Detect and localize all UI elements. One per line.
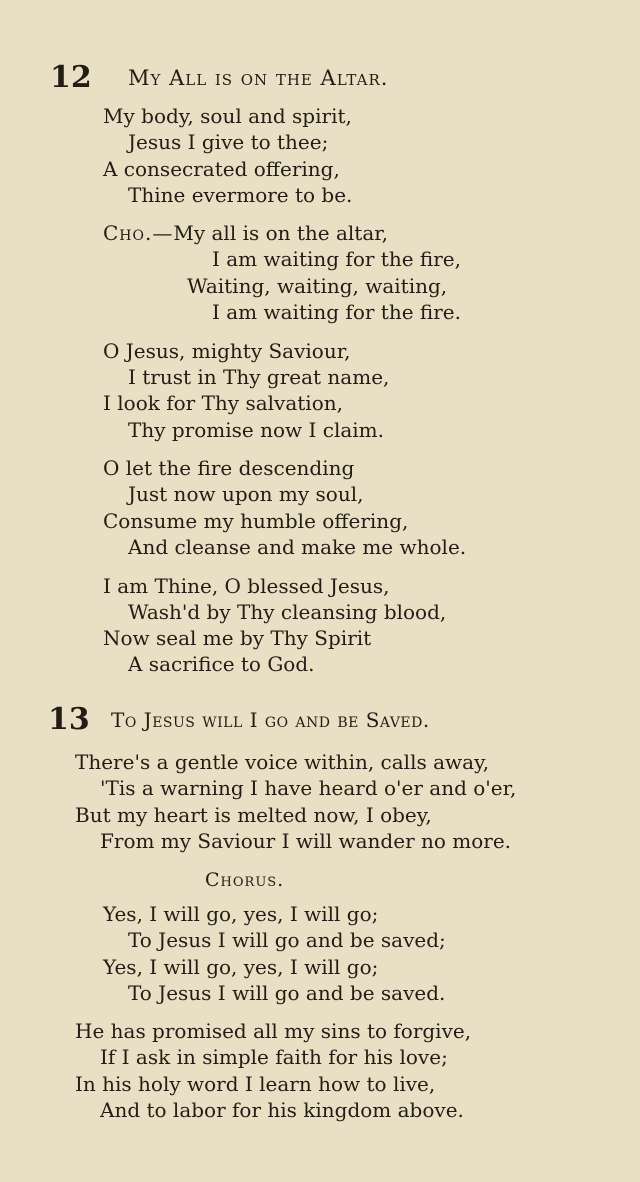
chorus-label: Cho.—: [103, 221, 174, 245]
verse-line: Now seal me by Thy Spirit: [103, 626, 372, 650]
chorus-line: Yes, I will go, yes, I will go;: [103, 902, 379, 926]
chorus-line: To Jesus I will go and be saved.: [128, 981, 446, 1005]
verse-line: A consecrated offering,: [103, 157, 340, 181]
verse-line: I am Thine, O blessed Jesus,: [103, 574, 390, 598]
verse-line: Wash'd by Thy cleansing blood,: [128, 600, 447, 624]
verse-line: If I ask in simple faith for his love;: [100, 1045, 448, 1069]
verse-line: My body, soul and spirit,: [103, 104, 352, 128]
chorus-line: I am waiting for the fire,: [212, 247, 461, 271]
hymn-number: 13: [48, 702, 90, 737]
verse-line: But my heart is melted now, I obey,: [75, 803, 432, 827]
verse-line: From my Saviour I will wander no more.: [100, 829, 512, 853]
chorus-line: To Jesus I will go and be saved;: [128, 928, 446, 952]
verse-line: Jesus I give to thee;: [128, 130, 329, 154]
verse-line: He has promised all my sins to forgive,: [75, 1019, 472, 1043]
verse-line: O Jesus, mighty Saviour,: [103, 339, 351, 363]
verse-line: I trust in Thy great name,: [128, 365, 390, 389]
verse-line: 'Tis a warning I have heard o'er and o'er,: [100, 776, 517, 800]
verse-line: Thine evermore to be.: [128, 183, 353, 207]
hymn-number: 12: [50, 60, 92, 95]
chorus-line: Waiting, waiting, waiting,: [187, 274, 448, 298]
verse-line: Consume my humble offering,: [103, 509, 409, 533]
verse-line: Just now upon my soul,: [128, 482, 364, 506]
verse-line: A sacrifice to God.: [128, 652, 315, 676]
chorus-heading: Chorus.: [205, 869, 285, 891]
verse-line: And to labor for his kingdom above.: [100, 1098, 464, 1122]
hymn-title: My All is on the Altar.: [128, 66, 389, 90]
chorus-text: My all is on the altar,: [173, 221, 388, 245]
verse-line: I look for Thy salvation,: [103, 391, 343, 415]
chorus-line: I am waiting for the fire.: [212, 300, 461, 324]
verse-line: There's a gentle voice within, calls away,: [75, 750, 490, 774]
hymn-title: To Jesus will I go and be Saved.: [111, 708, 430, 732]
verse-line: Thy promise now I claim.: [128, 418, 384, 442]
chorus-line: Yes, I will go, yes, I will go;: [103, 955, 379, 979]
verse-line: In his holy word I learn how to live,: [75, 1072, 436, 1096]
verse-line: And cleanse and make me whole.: [128, 535, 467, 559]
chorus-line: [103, 221, 388, 245]
verse-line: O let the fire descending: [103, 456, 355, 480]
